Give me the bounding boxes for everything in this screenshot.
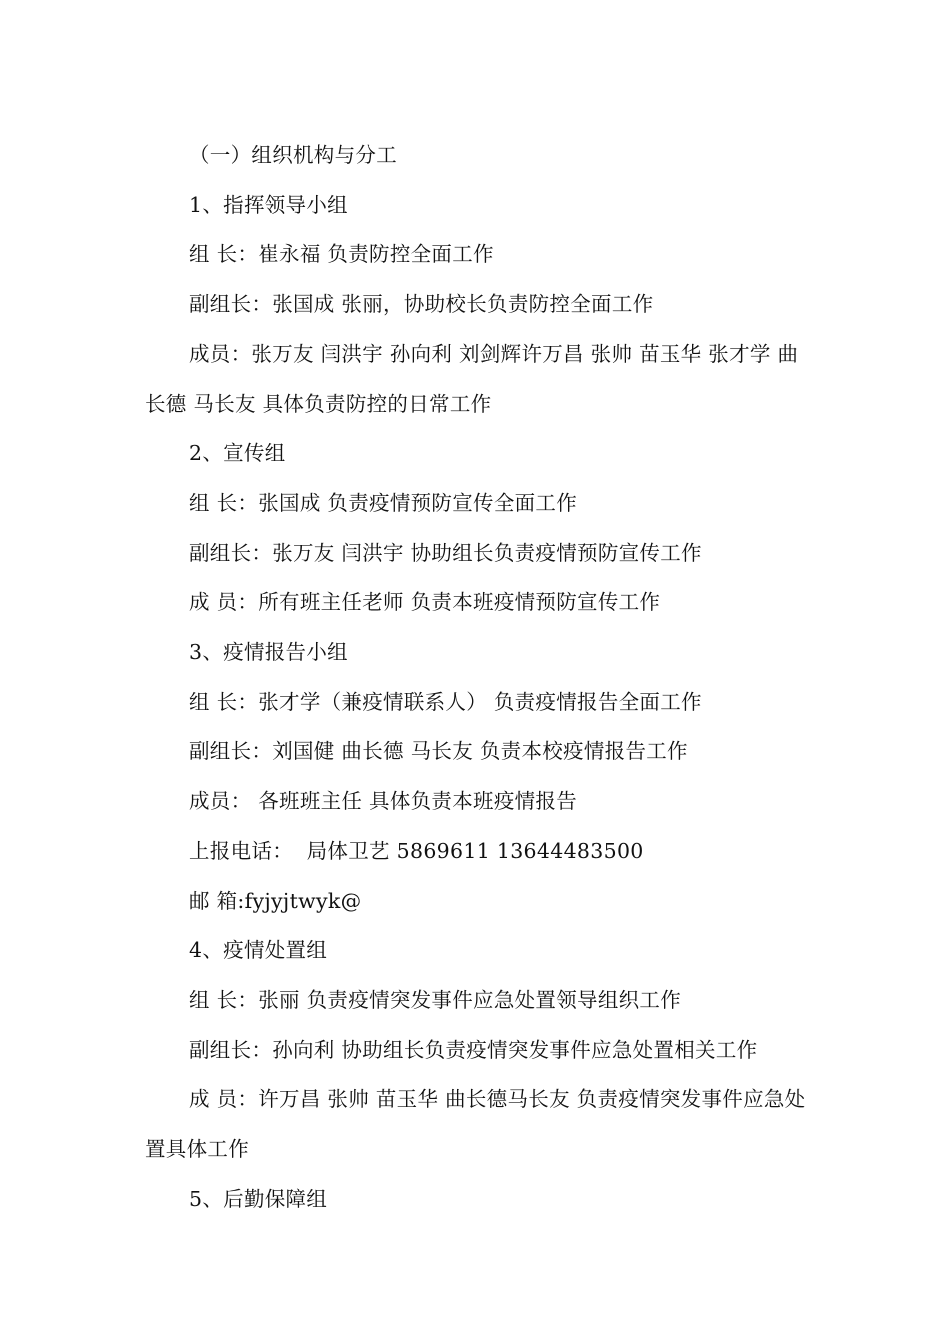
publicity-deputy-line: 副组长：张万友 闫洪宇 协助组长负责疫情预防宣传工作 [189,540,702,565]
group-heading-disposal: 4、疫情处置组 [189,938,328,963]
command-leader-line: 组 长：崔永福 负责防控全面工作 [189,242,494,267]
report-email-line: 邮 箱:fyjyjtwyk@ [189,888,362,913]
disposal-leader-line: 组 长：张丽 负责疫情突发事件应急处置领导组织工作 [189,987,682,1012]
report-phone-line: 上报电话： 局体卫艺 5869611 13644483500 [189,838,644,863]
document-body [145,131,810,1224]
section-heading: （一）组织机构与分工 [189,143,397,167]
disposal-members-line: 成 员：许万昌 张帅 苗玉华 曲长德马长友 负责疫情突发事件应急处置具体工作 [145,1087,806,1162]
command-members-line: 成员：张万友 闫洪宇 孙向利 刘剑辉许万昌 张帅 苗玉华 张才学 曲长德 马长友 具体负责防控的日常工作 [145,341,799,416]
group-heading-command: 1、指挥领导小组 [189,192,348,217]
group-heading-logistics: 5、后勤保障组 [189,1186,328,1211]
group-heading-reporting: 3、疫情报告小组 [189,640,348,665]
command-deputy-line: 副组长：张国成 张丽，协助校长负责防控全面工作 [189,292,654,317]
publicity-members-line: 成 员：所有班主任老师 负责本班疫情预防宣传工作 [189,590,661,615]
publicity-leader-line: 组 长：张国成 负责疫情预防宣传全面工作 [189,490,578,515]
reporting-deputy-line: 副组长：刘国健 曲长德 马长友 负责本校疫情报告工作 [189,739,688,764]
disposal-deputy-line: 副组长：孙向利 协助组长负责疫情突发事件应急处置相关工作 [189,1037,758,1062]
reporting-leader-line: 组 长：张才学（兼疫情联系人） 负责疫情报告全面工作 [189,689,702,714]
reporting-members-line: 成员： 各班班主任 具体负责本班疫情报告 [189,789,578,814]
group-heading-publicity: 2、宣传组 [189,441,286,466]
